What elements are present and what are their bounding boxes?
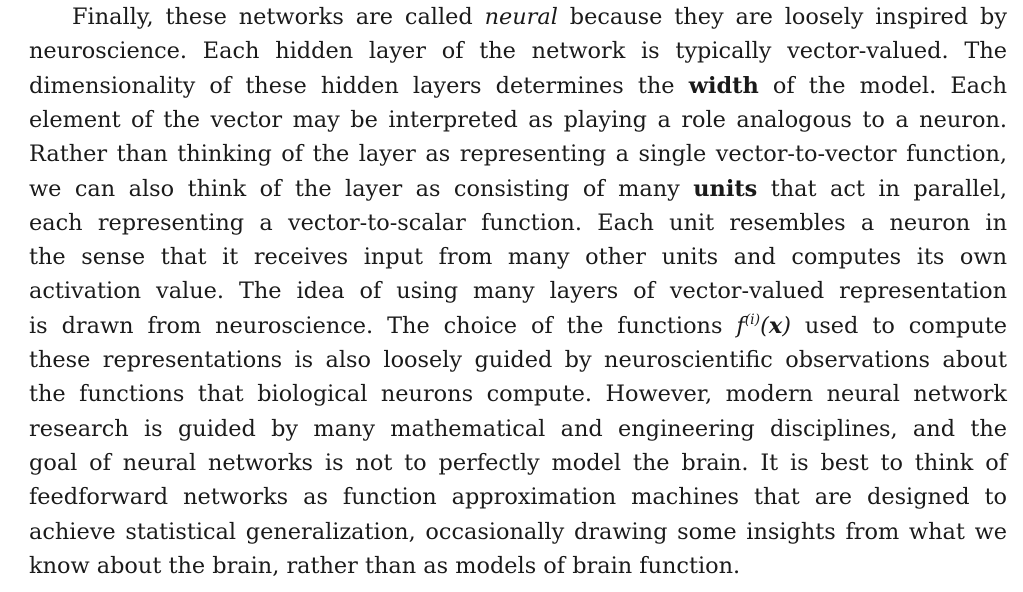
text-run: goal of neural networks is not to perfectly model the brain. It is best to think of: [29, 449, 1007, 476]
text-line: [29, 551, 1007, 581]
text-run: element of the vector may be interpreted as playing a role analogous to a neuron.: [29, 106, 1007, 133]
italic-term: neural: [484, 4, 558, 30]
text-run: is drawn from neuroscience. The choice of the functions: [29, 312, 737, 339]
text-line: [29, 311, 1007, 341]
text-run: used to compute: [790, 312, 1007, 339]
text-run: achieve statistical generalization, occasionally drawing some insights from what we: [29, 518, 1007, 545]
text-line: [29, 105, 1007, 135]
text-run: these representations is also loosely guided by neuroscientific observations about: [29, 347, 1007, 373]
text-run: Rather than thinking of the layer as representing a single vector-to-vector function,: [29, 141, 1007, 168]
text-line: [29, 448, 1007, 478]
text-run: that act in parallel,: [757, 175, 1007, 202]
bold-term: width: [688, 72, 759, 99]
text-run: feedforward networks as function approximation machines that are designed to: [29, 484, 1007, 511]
text-run: neuroscience. Each hidden layer of the network is typically vector-valued. The: [29, 38, 1007, 65]
text-run: dimensionality of these hidden layers determines the: [29, 72, 689, 99]
text-line: [29, 276, 1007, 306]
text-line: [29, 36, 1007, 66]
text-run: Finally, these networks are called: [72, 4, 485, 30]
text-run: because they are loosely inspired by: [557, 4, 1007, 30]
text-line: [29, 242, 1007, 272]
text-line: [29, 517, 1007, 547]
text-run: research is guided by many mathematical and engineering disciplines, and the: [29, 415, 1007, 442]
text-run: the functions that biological neurons compute. However, modern neural network: [29, 381, 1007, 408]
math-expression: $f^{(i)}(x)$: [736, 311, 791, 339]
text-line: [29, 482, 1007, 512]
text-run: we can also think of the layer as consisting of many: [29, 175, 694, 202]
text-line: [29, 208, 1007, 238]
text-run: each representing a vector-to-scalar function. Each unit resembles a neuron in: [29, 209, 1007, 236]
text-line: [29, 139, 1007, 169]
text-line: [29, 379, 1007, 409]
text-line: [72, 2, 1007, 32]
text-line: [29, 345, 1007, 375]
text-line: [29, 71, 1007, 101]
text-run: know about the brain, rather than as models of brain function.: [29, 552, 741, 579]
text-run: the sense that it receives input from many other units and computes its own: [29, 244, 1007, 271]
text-run: of the model. Each: [758, 72, 1007, 99]
text-run: activation value. The idea of using many layers of vector-valued representation: [29, 278, 1007, 305]
text-line: [29, 414, 1007, 444]
bold-term: units: [693, 175, 758, 202]
text-line: [29, 174, 1007, 204]
